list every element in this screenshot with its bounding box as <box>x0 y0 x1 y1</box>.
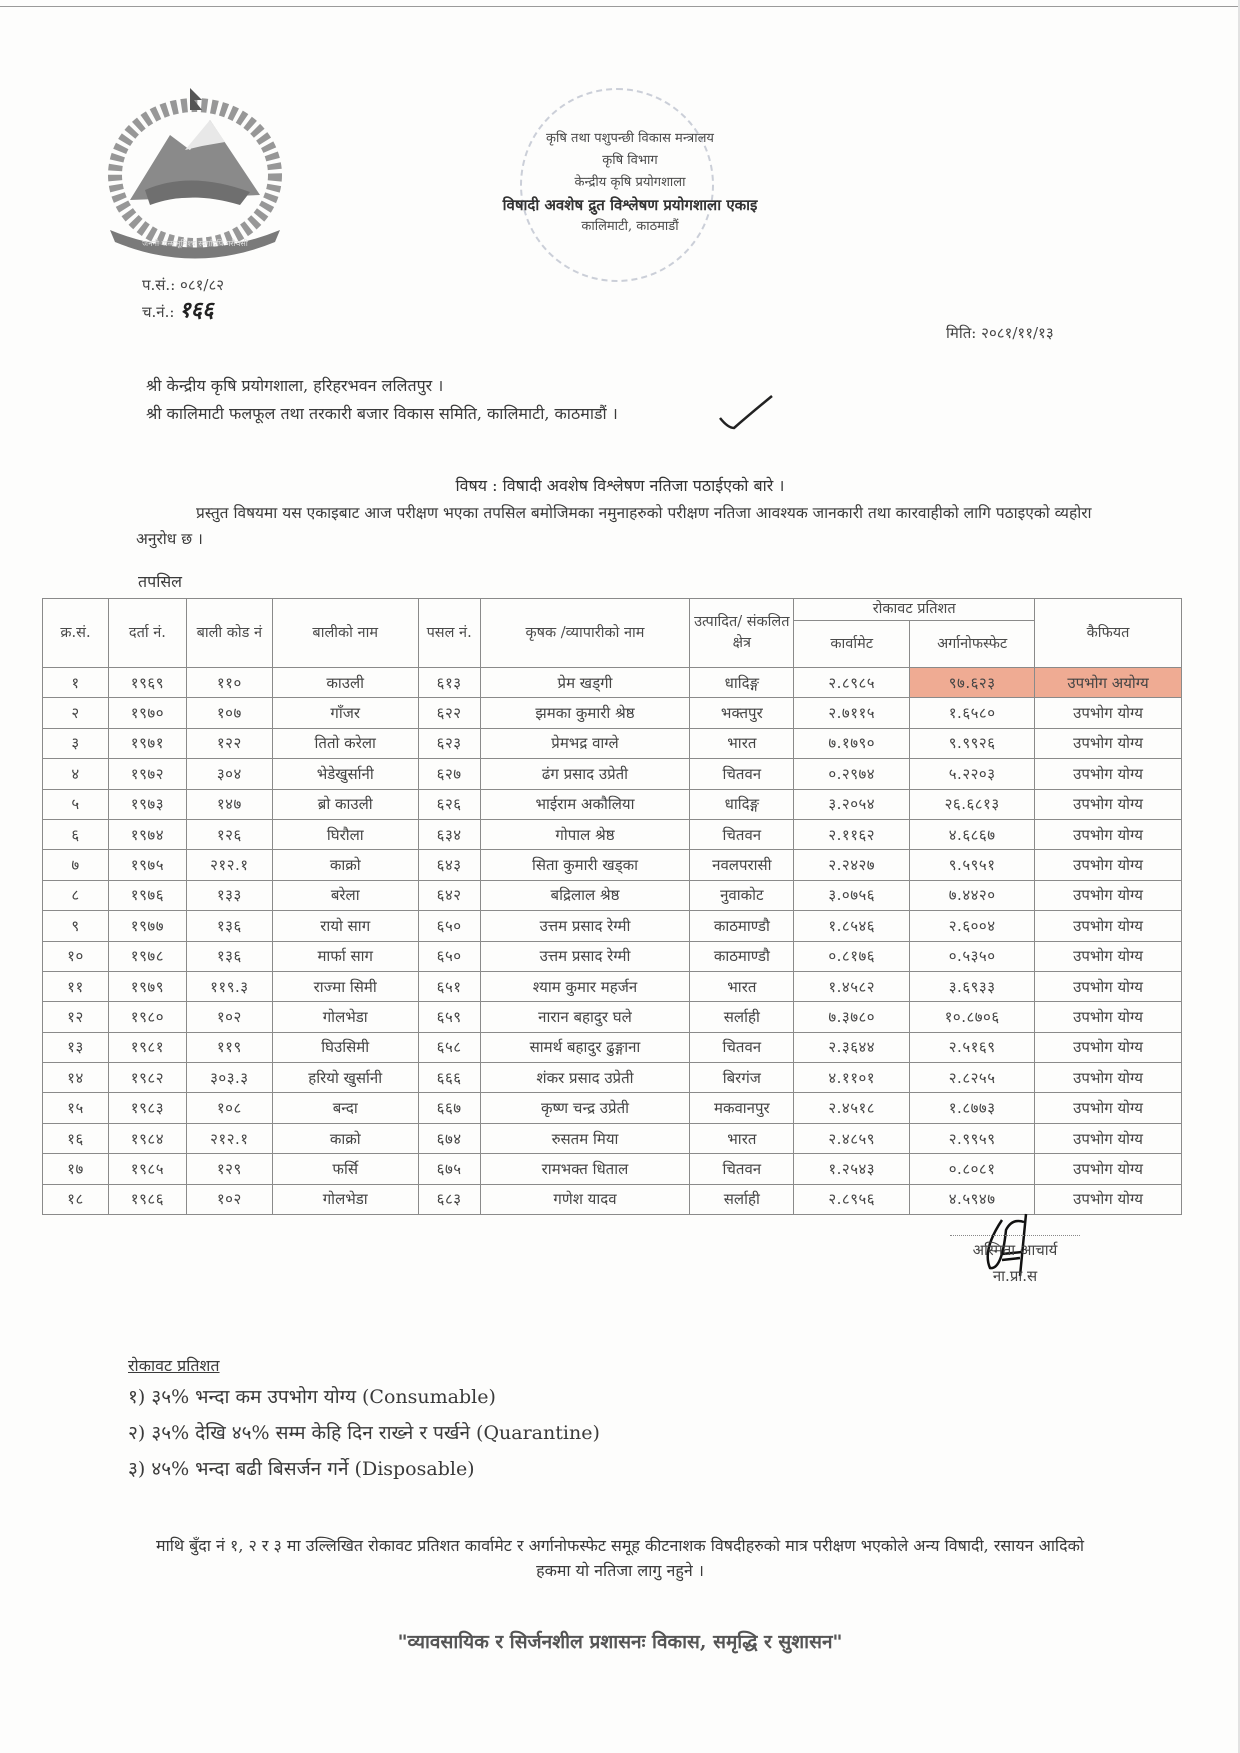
cell-crop-code: ३०३.३ <box>186 1063 272 1093</box>
cell-carbamate: २.७११५ <box>794 698 910 728</box>
cell-crop-name: ब्रो काउली <box>272 789 418 819</box>
cell-remarks: उपभोग योग्य <box>1035 1123 1182 1153</box>
cell-crop-code: १०७ <box>186 698 272 728</box>
cell-organophosphate: २.६००४ <box>910 911 1035 941</box>
ps-number <box>142 272 224 298</box>
cell-crop-name: काक्रो <box>272 1123 418 1153</box>
cell-crop-code: ११९.३ <box>186 971 272 1001</box>
cell-crop-code: १३६ <box>186 941 272 971</box>
cell-farmer: भाईराम अकौलिया <box>480 789 690 819</box>
cell-crop-name: बन्दा <box>272 1093 418 1123</box>
letterhead <box>440 128 820 238</box>
cell-remarks: उपभोग योग्य <box>1035 971 1182 1001</box>
cell-sn: १ <box>43 668 109 698</box>
cell-reg-no: १९८० <box>108 1002 186 1032</box>
cell-farmer: प्रेमभद्र वाग्ले <box>480 728 690 758</box>
table-row <box>43 789 1182 819</box>
cell-crop-name: बरेला <box>272 880 418 910</box>
table-row <box>43 1032 1182 1062</box>
cell-carbamate: ३.२०५४ <box>794 789 910 819</box>
emblem-motto: जननी जन्मभूमिश्च स्वर्गादपि गरीयसी <box>142 239 248 248</box>
cell-organophosphate: २.८२५५ <box>910 1063 1035 1093</box>
cell-shop-no: ६३४ <box>418 819 480 849</box>
cell-farmer: गणेश यादव <box>480 1184 690 1214</box>
signature-line <box>950 1235 1080 1236</box>
table-row <box>43 759 1182 789</box>
table-row <box>43 971 1182 1001</box>
cell-reg-no: १९७१ <box>108 728 186 758</box>
table-row <box>43 1063 1182 1093</box>
cell-remarks: उपभोग योग्य <box>1035 1002 1182 1032</box>
cell-remarks: उपभोग योग्य <box>1035 1032 1182 1062</box>
cell-crop-code: ३०४ <box>186 759 272 789</box>
ps-value: ०८१/८२ <box>180 276 225 294</box>
cell-farmer: श्याम कुमार महर्जन <box>480 971 690 1001</box>
checkmark-icon <box>716 392 776 432</box>
cell-organophosphate: २६.६८१३ <box>910 789 1035 819</box>
cell-origin: चितवन <box>690 819 794 849</box>
cell-sn: ८ <box>43 880 109 910</box>
ministry-name: कृषि तथा पशुपन्छी विकास मन्त्रालय <box>546 131 714 146</box>
results-table <box>42 598 1182 1215</box>
table-row <box>43 1123 1182 1153</box>
cell-carbamate: २.४८५९ <box>794 1123 910 1153</box>
header-shop-no: पसल नं. <box>418 599 480 668</box>
disclaimer-note: माथि बुँदा नं १, २ र ३ मा उल्लिखित रोकावट प्रतिशत कार्वामेट र अर्गानोफस्फेट समूह कीटनाशक विषदीहरुको मात्र परीक्षण भएकोले अन्य विषादी, रसायन आदिको हकमा यो नतिजा लागु नहुने । <box>156 1536 1084 1580</box>
cell-reg-no: १९८६ <box>108 1184 186 1214</box>
cell-origin: सर्लाही <box>690 1184 794 1214</box>
cell-farmer: रामभक्त धिताल <box>480 1154 690 1184</box>
cell-shop-no: ६५९ <box>418 1002 480 1032</box>
cell-reg-no: १९८२ <box>108 1063 186 1093</box>
cell-shop-no: ६७४ <box>418 1123 480 1153</box>
cell-shop-no: ६५८ <box>418 1032 480 1062</box>
header-crop-code: बाली कोड नं <box>186 599 272 668</box>
table-row <box>43 728 1182 758</box>
table-row <box>43 941 1182 971</box>
signatory-name: अस्मिता आचार्य <box>972 1241 1058 1259</box>
cell-carbamate: २.८९५६ <box>794 1184 910 1214</box>
cell-farmer: उत्तम प्रसाद रेग्मी <box>480 911 690 941</box>
table-row <box>43 1002 1182 1032</box>
cell-farmer: सामर्थ बहादुर ढुङ्गाना <box>480 1032 690 1062</box>
cell-crop-code: २१२.१ <box>186 1123 272 1153</box>
cell-remarks: उपभोग योग्य <box>1035 880 1182 910</box>
cell-organophosphate: ४.५९४७ <box>910 1184 1035 1214</box>
cell-shop-no: ६७५ <box>418 1154 480 1184</box>
cell-crop-code: १२९ <box>186 1154 272 1184</box>
table-row <box>43 1154 1182 1184</box>
table-row <box>43 668 1182 698</box>
cell-organophosphate: ७.४४२० <box>910 880 1035 910</box>
cell-farmer: नारान बहादुर घले <box>480 1002 690 1032</box>
table-title: तपसिल <box>138 572 183 591</box>
cell-origin: काठमाण्डौ <box>690 941 794 971</box>
date-value: २०८१/११/१३ <box>981 324 1054 342</box>
unit-name: विषादी अवशेष द्रुत विश्लेषण प्रयोगशाला एकाइ <box>502 196 758 214</box>
table-row <box>43 911 1182 941</box>
table-row <box>43 819 1182 849</box>
cell-shop-no: ६६६ <box>418 1063 480 1093</box>
header-reg-no: दर्ता नं. <box>108 599 186 668</box>
cell-sn: ६ <box>43 819 109 849</box>
cell-crop-name: घिउसिमी <box>272 1032 418 1062</box>
cell-origin: मकवानपुर <box>690 1093 794 1123</box>
cell-reg-no: १९८३ <box>108 1093 186 1123</box>
cell-origin: भारत <box>690 971 794 1001</box>
header-remarks: कैफियत <box>1035 599 1182 668</box>
table-header-row <box>43 599 1182 621</box>
table-row <box>43 1093 1182 1123</box>
cell-reg-no: १९८४ <box>108 1123 186 1153</box>
cell-remarks: उपभोग योग्य <box>1035 698 1182 728</box>
cell-origin: चितवन <box>690 759 794 789</box>
cell-reg-no: १९७९ <box>108 971 186 1001</box>
cell-crop-name: फर्सि <box>272 1154 418 1184</box>
cell-sn: ९ <box>43 911 109 941</box>
cell-origin: भक्तपुर <box>690 698 794 728</box>
cell-organophosphate: ९.५९५१ <box>910 850 1035 880</box>
cell-sn: १४ <box>43 1063 109 1093</box>
recipient-line: श्री कालिमाटी फलफूल तथा तरकारी बजार विकास समिति, कालिमाटी, काठमाडौं । <box>146 404 618 423</box>
cell-crop-code: ११० <box>186 668 272 698</box>
cell-crop-name: काउली <box>272 668 418 698</box>
cell-reg-no: १९६९ <box>108 668 186 698</box>
cell-origin: धादिङ्ग <box>690 789 794 819</box>
cell-carbamate: ७.३७८० <box>794 1002 910 1032</box>
cell-reg-no: १९८५ <box>108 1154 186 1184</box>
header-sn: क्र.सं. <box>43 599 109 668</box>
signatory-title: ना.प्रा.स <box>992 1267 1038 1285</box>
cell-organophosphate: २.९९५९ <box>910 1123 1035 1153</box>
cell-farmer: कृष्ण चन्द्र उप्रेती <box>480 1093 690 1123</box>
body-paragraph: प्रस्तुत विषयमा यस एकाइबाट आज परीक्षण भएका तपसिल बमोजिमका नमुनाहरुको परीक्षण नतिजा आवश्यक जानकारी तथा कारवाहीको लागि पठाइएको व्यहोरा अनुरोध छ । <box>136 504 1092 548</box>
cell-remarks: उपभोग योग्य <box>1035 1093 1182 1123</box>
cell-crop-name: रायो साग <box>272 911 418 941</box>
cell-farmer: झमका कुमारी श्रेष्ठ <box>480 698 690 728</box>
cell-sn: ७ <box>43 850 109 880</box>
cell-sn: १३ <box>43 1032 109 1062</box>
cell-organophosphate: १.६५८० <box>910 698 1035 728</box>
cell-crop-code: २१२.१ <box>186 850 272 880</box>
cell-shop-no: ६४३ <box>418 850 480 880</box>
cell-carbamate: ३.०७५६ <box>794 880 910 910</box>
cell-sn: १७ <box>43 1154 109 1184</box>
table-row <box>43 698 1182 728</box>
cell-remarks: उपभोग योग्य <box>1035 759 1182 789</box>
lab-name: केन्द्रीय कृषि प्रयोगशाला <box>574 175 686 190</box>
recipient-line: श्री केन्द्रीय कृषि प्रयोगशाला, हरिहरभवन ललितपुर । <box>146 376 444 395</box>
cell-remarks: उपभोग योग्य <box>1035 1063 1182 1093</box>
cell-remarks: उपभोग योग्य <box>1035 941 1182 971</box>
nepal-emblem-icon <box>90 80 300 260</box>
cell-shop-no: ६६७ <box>418 1093 480 1123</box>
cell-shop-no: ६२२ <box>418 698 480 728</box>
cell-remarks: उपभोग योग्य <box>1035 728 1182 758</box>
cell-farmer: गोपाल श्रेष्ठ <box>480 819 690 849</box>
cell-organophosphate: ५.२२०३ <box>910 759 1035 789</box>
cell-remarks: उपभोग योग्य <box>1035 850 1182 880</box>
date-label: मिति: <box>946 324 977 342</box>
cell-carbamate: २.२४२७ <box>794 850 910 880</box>
cell-carbamate: २.८९८५ <box>794 668 910 698</box>
cell-sn: ४ <box>43 759 109 789</box>
cell-carbamate: ०.८१७६ <box>794 941 910 971</box>
cell-crop-name: घिरौला <box>272 819 418 849</box>
cell-crop-name: हरियो खुर्सानी <box>272 1063 418 1093</box>
cell-shop-no: ६५१ <box>418 971 480 1001</box>
cell-crop-code: १०८ <box>186 1093 272 1123</box>
cell-crop-code: १२२ <box>186 728 272 758</box>
office-location: कालिमाटी, काठमाडौं <box>581 219 679 234</box>
cell-carbamate: २.४५१८ <box>794 1093 910 1123</box>
cell-organophosphate: ०.८०८१ <box>910 1154 1035 1184</box>
cell-sn: १२ <box>43 1002 109 1032</box>
cn-value: १६६ <box>179 298 214 323</box>
header-organophosphate: अर्गानोफस्फेट <box>910 621 1035 668</box>
cell-origin: चितवन <box>690 1154 794 1184</box>
cell-carbamate: २.११६२ <box>794 819 910 849</box>
letter-date <box>946 323 1054 343</box>
cell-sn: १० <box>43 941 109 971</box>
signatory-block <box>950 1235 1080 1286</box>
department-name: कृषि विभाग <box>602 153 658 168</box>
scan-top-edge <box>0 6 1240 7</box>
cell-reg-no: १९८१ <box>108 1032 186 1062</box>
cell-origin: धादिङ्ग <box>690 668 794 698</box>
table-body <box>43 668 1182 1215</box>
cell-organophosphate: ९.९९२६ <box>910 728 1035 758</box>
subject-line: विषय : विषादी अवशेष विश्लेषण नतिजा पठाईएको बारे । <box>455 476 785 495</box>
cell-origin: सर्लाही <box>690 1002 794 1032</box>
cell-organophosphate: १०.८७०६ <box>910 1002 1035 1032</box>
cell-reg-no: १९७८ <box>108 941 186 971</box>
cell-crop-code: ११९ <box>186 1032 272 1062</box>
cell-crop-name: गोलभेडा <box>272 1002 418 1032</box>
cn-label: च.नं.: <box>142 303 175 321</box>
cell-organophosphate: ३.६९३३ <box>910 971 1035 1001</box>
legend-item: २) ३५% देखि ४५% सम्म केहि दिन राख्ने र पर्खने (Quarantine) <box>128 1422 600 1444</box>
cell-remarks: उपभोग योग्य <box>1035 911 1182 941</box>
cell-organophosphate: २.५१६९ <box>910 1032 1035 1062</box>
cell-crop-code: १२६ <box>186 819 272 849</box>
cell-sn: ११ <box>43 971 109 1001</box>
government-motto: "व्यावसायिक र सिर्जनशील प्रशासनः विकास, समृद्धि र सुशासन" <box>397 1631 843 1653</box>
cell-origin: चितवन <box>690 1032 794 1062</box>
cell-remarks: उपभोग योग्य <box>1035 789 1182 819</box>
cell-farmer: ढंग प्रसाद उप्रेती <box>480 759 690 789</box>
cell-reg-no: १९७२ <box>108 759 186 789</box>
ps-label: प.सं.: <box>142 276 176 294</box>
cell-crop-name: गोलभेडा <box>272 1184 418 1214</box>
cell-sn: १६ <box>43 1123 109 1153</box>
header-origin: उत्पादित/ संकलित क्षेत्र <box>690 599 794 668</box>
cell-shop-no: ६२६ <box>418 789 480 819</box>
cell-origin: बिरगंज <box>690 1063 794 1093</box>
cell-reg-no: १९७६ <box>108 880 186 910</box>
cell-origin: नवलपरासी <box>690 850 794 880</box>
cell-carbamate: ७.१७९० <box>794 728 910 758</box>
cell-crop-name: मार्फा साग <box>272 941 418 971</box>
cell-remarks: उपभोग अयोग्य <box>1035 668 1182 698</box>
cell-reg-no: १९७४ <box>108 819 186 849</box>
cell-crop-code: १३३ <box>186 880 272 910</box>
cell-shop-no: ६८३ <box>418 1184 480 1214</box>
cell-farmer: सिता कुमारी खड्का <box>480 850 690 880</box>
header-crop-name: बालीको नाम <box>272 599 418 668</box>
cell-reg-no: १९७५ <box>108 850 186 880</box>
cell-remarks: उपभोग योग्य <box>1035 1184 1182 1214</box>
cell-origin: भारत <box>690 728 794 758</box>
cell-carbamate: २.३६४४ <box>794 1032 910 1062</box>
recipients <box>146 372 618 428</box>
cell-carbamate: १.४५८२ <box>794 971 910 1001</box>
cell-crop-code: १४७ <box>186 789 272 819</box>
cell-origin: काठमाण्डौ <box>690 911 794 941</box>
cell-crop-name: राज्मा सिमी <box>272 971 418 1001</box>
cell-crop-name: काक्रो <box>272 850 418 880</box>
legend-item: ३) ४५% भन्दा बढी बिसर्जन गर्ने (Disposable) <box>128 1458 475 1480</box>
cell-farmer: उत्तम प्रसाद रेग्मी <box>480 941 690 971</box>
cell-carbamate: ०.२९७४ <box>794 759 910 789</box>
cell-crop-code: १०२ <box>186 1002 272 1032</box>
cell-sn: १८ <box>43 1184 109 1214</box>
cell-crop-code: १०२ <box>186 1184 272 1214</box>
cell-crop-code: १३६ <box>186 911 272 941</box>
cell-remarks: उपभोग योग्य <box>1035 1154 1182 1184</box>
cell-shop-no: ६१३ <box>418 668 480 698</box>
cell-farmer: बद्रिलाल श्रेष्ठ <box>480 880 690 910</box>
cell-sn: ३ <box>43 728 109 758</box>
table-row <box>43 880 1182 910</box>
cell-shop-no: ६२७ <box>418 759 480 789</box>
cell-organophosphate: १.८७७३ <box>910 1093 1035 1123</box>
cell-organophosphate: ०.५३५० <box>910 941 1035 971</box>
cell-farmer: प्रेम खड्गी <box>480 668 690 698</box>
cell-origin: नुवाकोट <box>690 880 794 910</box>
header-inhibition-group: रोकावट प्रतिशत <box>794 599 1035 621</box>
cell-remarks: उपभोग योग्य <box>1035 819 1182 849</box>
cn-number <box>142 298 224 325</box>
cell-sn: २ <box>43 698 109 728</box>
cell-crop-name: तितो करेला <box>272 728 418 758</box>
legend-title: रोकावट प्रतिशत <box>128 1356 220 1375</box>
header-farmer: कृषक /व्यापारीको नाम <box>480 599 690 668</box>
cell-carbamate: १.२५४३ <box>794 1154 910 1184</box>
cell-shop-no: ६२३ <box>418 728 480 758</box>
cell-crop-name: भेडेखुर्सानी <box>272 759 418 789</box>
header-carbamate: कार्वामेट <box>794 621 910 668</box>
reference-block <box>142 272 224 325</box>
cell-sn: ५ <box>43 789 109 819</box>
inhibition-legend <box>128 1353 600 1487</box>
cell-sn: १५ <box>43 1093 109 1123</box>
legend-item: १) ३५% भन्दा कम उपभोग योग्य (Consumable) <box>128 1386 496 1408</box>
cell-origin: भारत <box>690 1123 794 1153</box>
cell-shop-no: ६४२ <box>418 880 480 910</box>
cell-farmer: शंकर प्रसाद उप्रेती <box>480 1063 690 1093</box>
cell-carbamate: ४.११०१ <box>794 1063 910 1093</box>
cell-crop-name: गाँजर <box>272 698 418 728</box>
cell-organophosphate: ९७.६२३ <box>910 668 1035 698</box>
cell-carbamate: १.८५४६ <box>794 911 910 941</box>
cell-shop-no: ६५० <box>418 941 480 971</box>
cell-reg-no: १९७३ <box>108 789 186 819</box>
cell-shop-no: ६५० <box>418 911 480 941</box>
cell-organophosphate: ४.६८६७ <box>910 819 1035 849</box>
cell-farmer: रुसतम मिया <box>480 1123 690 1153</box>
cell-reg-no: १९७० <box>108 698 186 728</box>
table-row <box>43 850 1182 880</box>
cell-reg-no: १९७७ <box>108 911 186 941</box>
